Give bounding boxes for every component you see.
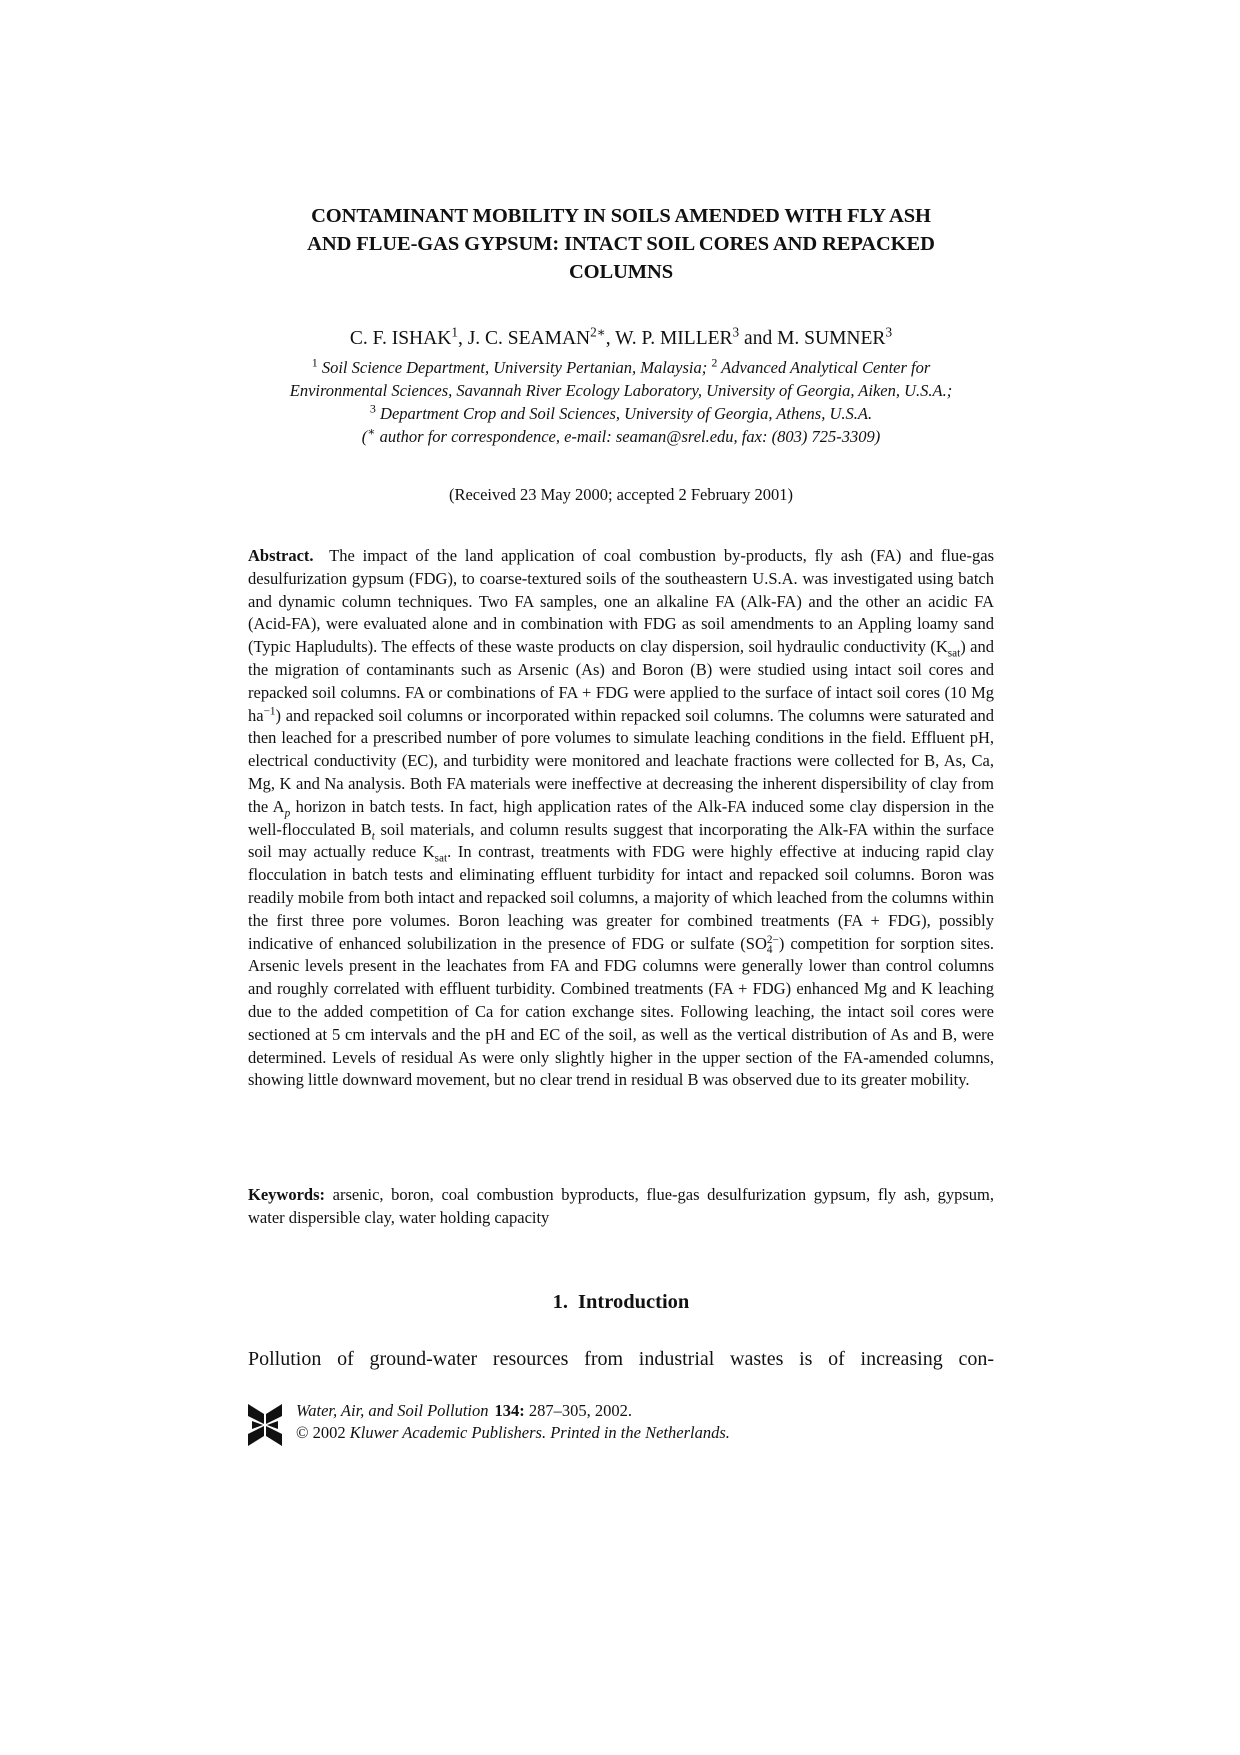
author-seaman-affil: 2∗ [590, 324, 606, 340]
affiliation-line-2: Environmental Sciences, Savannah River Ecology Laboratory, University of Georgia, Aiken, U.S.A.; [289, 381, 953, 400]
intro-paragraph: Pollution of ground-water resources from industrial wastes is of increasing con- [248, 1348, 994, 1370]
corr-star: ∗ [367, 424, 376, 439]
section-heading [248, 1290, 994, 1314]
title-line-2: AND FLUE-GAS GYPSUM: INTACT SOIL CORES AND REPACKED [307, 233, 935, 255]
journal-pages: 287–305, 2002. [524, 1401, 633, 1420]
ha-exponent: −1 [263, 705, 276, 718]
citation-line-1 [296, 1400, 730, 1422]
abstract-text-2: ) and the migration of contaminants such as Arsenic (As) and Boron (B) were studied using intact soil cores and repacked soil columns. FA or combinations of FA + FDG were applied to the surface of intact soil cores (10 Mg ha [248, 637, 994, 725]
abstract-text-6: . In contrast, treatments with FDG were highly effective at inducing rapid clay flocculation in batch tests and eliminating effluent turbidity for intact and repacked soil columns. Boron was readily mobile from both intact and repacked soil columns, a majority of which leached from the columns within the first three pore volumes. Boron leaching was greater for combined treatments (FA + FDG), possibly indicative of enhanced solubilization in the presence of FDG or sulfate (SO [248, 842, 994, 953]
citation [296, 1400, 730, 1444]
sulfate-charge [767, 935, 779, 955]
keywords-label: Keywords: [248, 1185, 325, 1204]
abstract-text-5: soil materials, and column results suggest that incorporating the Alk-FA within the surface soil may actually reduce K [248, 819, 994, 862]
affiliation-2: Advanced Analytical Center for [717, 358, 931, 377]
author-ishak: C. F. ISHAK [349, 328, 452, 349]
journal-name: Water, Air, and Soil Pollution [296, 1401, 489, 1420]
correspondence-info: author for correspondence, e-mail: seaman@srel.edu, fax: (803) 725-3309) [375, 427, 881, 446]
kluwer-logo-icon [248, 1404, 282, 1446]
received-dates: (Received 23 May 2000; accepted 2 February 2001) [448, 485, 794, 504]
author-list [248, 324, 994, 350]
author-miller: , W. P. MILLER [605, 328, 733, 349]
section-title: Introduction [578, 1291, 690, 1313]
bt-sub: t [371, 829, 375, 842]
abstract-text-4: horizon in batch tests. In fact, high application rates of the Alk-FA induced some clay dispersion in the well-flocculated B [248, 796, 994, 839]
ap-sub: p [284, 807, 291, 820]
affiliation-line-3 [248, 402, 994, 425]
affiliations [248, 356, 994, 448]
title-line-3: COLUMNS [568, 261, 674, 283]
abstract [248, 545, 994, 1092]
citation-line-2 [296, 1422, 730, 1444]
paper-title [248, 202, 994, 286]
abstract-label: Abstract. [248, 546, 314, 565]
affiliation-line-1 [248, 356, 994, 379]
author-seaman: , J. C. SEAMAN [457, 328, 591, 349]
publisher: Kluwer Academic Publishers. Printed in the Netherlands. [349, 1423, 730, 1442]
correspondence-line [248, 425, 994, 448]
sulfate-sub: 4 [766, 943, 773, 956]
keywords [248, 1184, 994, 1230]
affil-marker-3: 3 [369, 401, 376, 416]
affil-marker-1: 1 [311, 355, 318, 370]
abstract-text-3: ) and repacked soil columns or incorporated within repacked soil columns. The columns were saturated and then leached for a prescribed number of pore volumes to simulate leaching conditions in the field. Effluent pH, electrical conductivity (EC), and turbidity were monitored and leachate fractions were collected for B, As, Ca, Mg, K and Na analysis. Both FA materials were ineffective at decreasing the inherent dispersibility of clay from the A [248, 705, 994, 816]
affiliation-3: Department Crop and Soil Sciences, University of Georgia, Athens, U.S.A. [375, 404, 873, 423]
copyright: © 2002 [296, 1423, 350, 1442]
affil-marker-2: 2 [711, 355, 718, 370]
section-number: 1. [552, 1291, 569, 1313]
ksat-sub-2: sat [434, 852, 448, 865]
abstract-text-7: ) competition for sorption sites. Arsenic levels present in the leachates from FA and FDG columns were generally lower than control columns and roughly correlated with effluent turbidity. Combined treatments (FA + FDG) enhanced Mg and K leaching due to the added competition of Ca for cation exchange sites. Following leaching, the intact soil cores were sectioned at 5 cm intervals and the pH and EC of the soil, as well as the vertical distribution of As and B, were determined. Levels of residual As were only slightly higher in the upper section of the FA-amended columns, showing little downward movement, but no clear trend in residual B was observed due to its greater mobility. [248, 933, 994, 1090]
ksat-sub-1: sat [947, 647, 961, 660]
author-sumner-affil: 3 [885, 324, 893, 340]
author-sumner: and M. SUMNER [739, 328, 886, 349]
journal-footer [248, 1400, 994, 1450]
journal-volume: 134: [494, 1401, 525, 1420]
title-line-1: CONTAMINANT MOBILITY IN SOILS AMENDED WITH FLY ASH [311, 205, 931, 227]
author-miller-affil: 3 [732, 324, 740, 340]
author-ishak-affil: 1 [451, 324, 458, 340]
sulfate-sup: 2− [766, 933, 779, 946]
keywords-text: arsenic, boron, coal combustion byproducts, flue-gas desulfurization gypsum, fly ash, gypsum, water dispersible clay, water holding capacity [248, 1185, 995, 1227]
affiliation-1: Soil Science Department, University Pertanian, Malaysia; [317, 358, 712, 377]
abstract-text-1: The impact of the land application of coal combustion by-products, fly ash (FA) and flue-gas desulfurization gypsum (FDG), to coarse-textured soils of the southeastern U.S.A. was investigated using batch and dynamic column techniques. Two FA samples, one an alkaline FA (Alk-FA) and the other an acidic FA (Acid-FA), were evaluated alone and in combination with FDG as soil amendments to an Appling loamy sand (Typic Hapludults). The effects of these waste products on clay dispersion, soil hydraulic conductivity (K [248, 546, 994, 657]
corr-open: ( [361, 427, 368, 446]
